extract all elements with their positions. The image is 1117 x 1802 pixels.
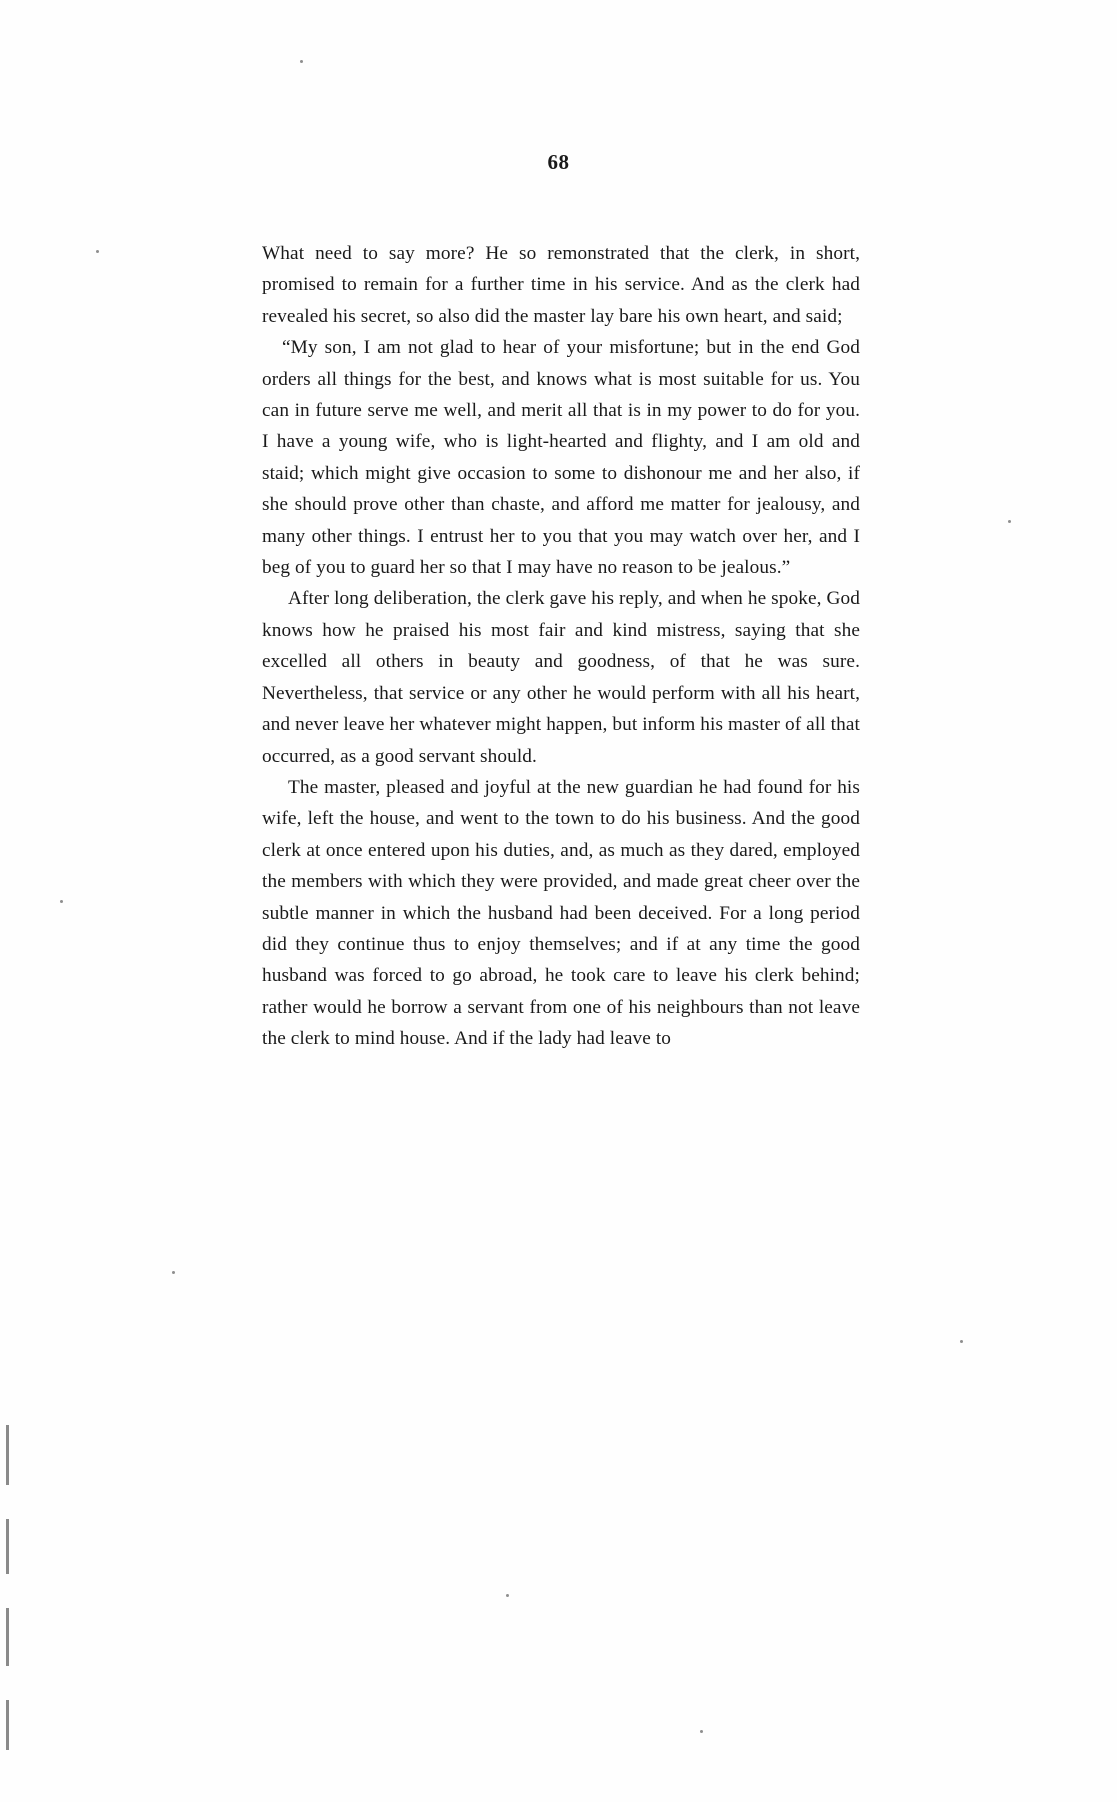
paper-speck (60, 900, 63, 903)
paper-speck (506, 1594, 509, 1597)
paragraph-1: What need to say more? He so remonstrated that the clerk, in short, promised to remain for a further time in his service. And as the clerk had revealed his secret, so also did the master lay bare his own heart, and said; (262, 243, 860, 327)
paper-speck (172, 1271, 175, 1274)
paragraph-2-quote: “My son, I am not glad to hear of your misfortune; but in the end God orders all things for the best, and knows what is most suitable for us. You can in future serve me well, and merit all that is in my power to do for you. I have a young wife, who is light-hearted and flighty, and I am old and staid; which might give occasion to some to dishonour me and her also, if she should prove other than chaste, and afford me matter for jealousy, and many other things. I entrust her to you that you may watch over her, and I beg of you to guard her so that I may have no reason to be jealous.” (262, 337, 860, 579)
edge-mark (6, 1608, 9, 1666)
paper-speck (700, 1730, 703, 1733)
body-text (262, 238, 860, 1055)
edge-mark (6, 1519, 9, 1574)
paragraph-4: The master, pleased and joyful at the new guardian he had found for his wife, left the house, and went to the town to do his business. And the good clerk at once entered upon his duties, and, as much as they dared, employed the members with which they were provided, and made great cheer over the subtle manner in which the husband had been deceived. For a long period did they continue thus to enjoy themselves; and if at any time the good husband was forced to go abroad, he took care to leave his clerk behind; rather would he borrow a servant from one of his neighbours than not leave the clerk to mind house. And if the lady had leave to (262, 776, 860, 1050)
paragraph-3: After long deliberation, the clerk gave his reply, and when he spoke, God knows how he praised his most fair and kind mistress, saying that she excelled all others in beauty and goodness, of that he was sure. Nevertheless, that service or any other he would perform with all his heart, and never leave her whatever might happen, but inform his master of all that occurred, as a good servant should. (262, 588, 860, 767)
page-edge-marks (6, 1425, 11, 1784)
paper-speck (300, 60, 303, 63)
edge-mark (6, 1425, 9, 1485)
page-number: 68 (547, 150, 570, 174)
paper-speck (960, 1340, 963, 1343)
edge-mark (6, 1700, 9, 1750)
paper-speck (96, 250, 99, 253)
paper-speck (1008, 520, 1011, 523)
